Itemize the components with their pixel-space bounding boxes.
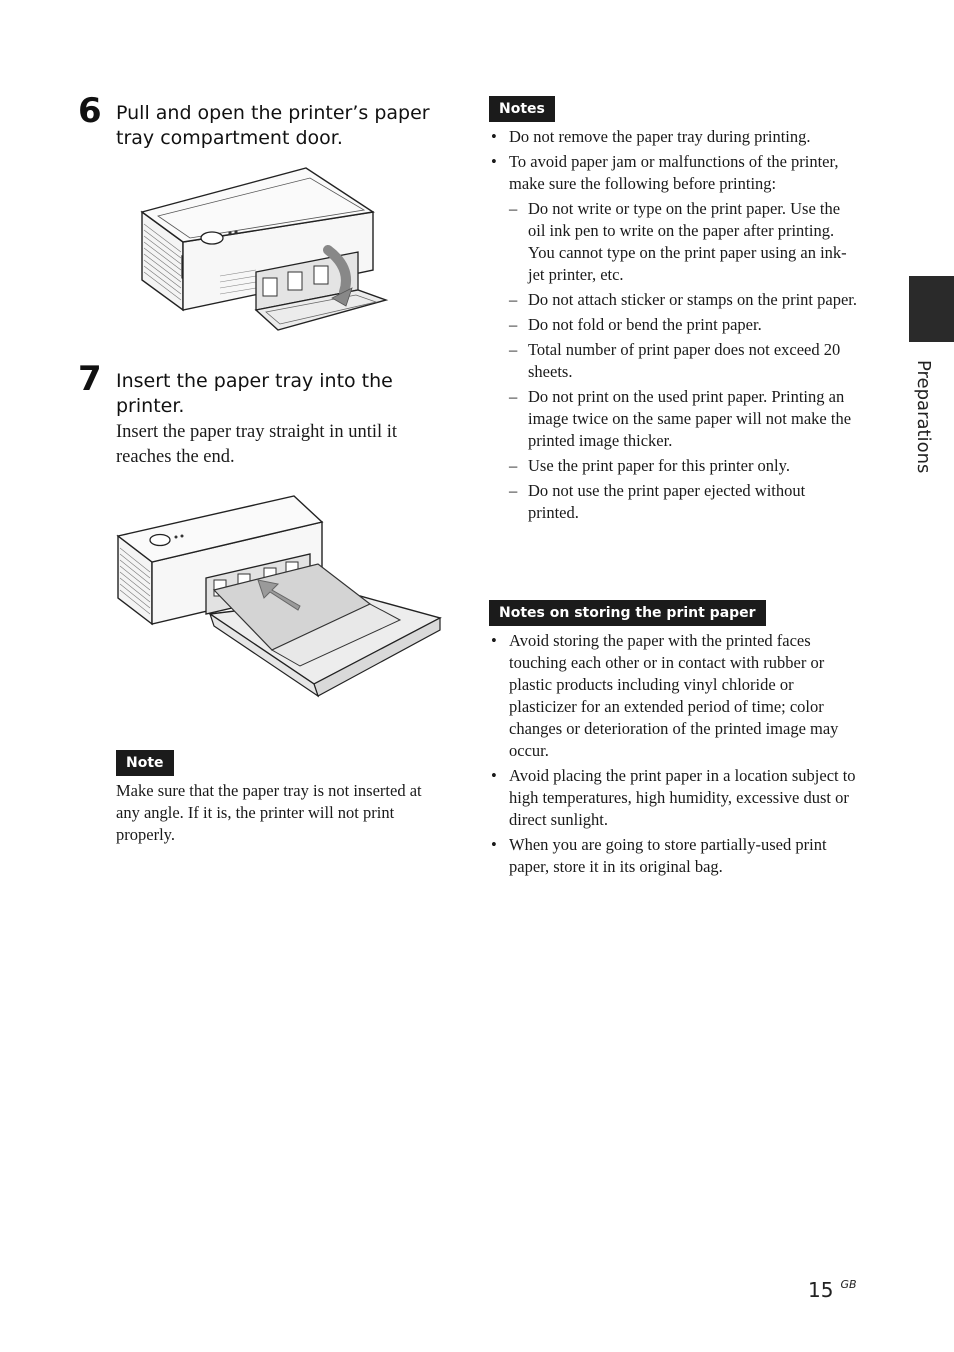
step-6-title: Pull and open the printer’s paper tray compartment door. (116, 102, 430, 149)
storing-label: Notes on storing the print paper (489, 600, 766, 626)
notes-label: Notes (489, 96, 555, 122)
dash-mark: – (509, 290, 518, 309)
dash-mark: – (509, 315, 518, 334)
list-item (509, 455, 857, 477)
list-item (509, 339, 857, 383)
printer-open-door-illustration (138, 160, 390, 340)
step-7-body: Insert the paper tray straight in until it reaches the end. (116, 422, 398, 467)
storing-list (489, 630, 857, 881)
list-item (489, 834, 857, 878)
step-7-title: Insert the paper tray into the printer. (116, 370, 393, 417)
section-tab-marker (909, 276, 954, 342)
storing-item-text: When you are going to store partially-used print paper, store it in its original bag. (509, 835, 827, 876)
printer-insert-tray-illustration (114, 492, 444, 700)
list-item (509, 198, 857, 286)
notes-list (489, 126, 857, 527)
notes-subitem-text: Do not attach sticker or stamps on the print paper. (528, 290, 858, 309)
dash-mark: – (509, 340, 518, 359)
step-7-number: 7 (78, 359, 102, 399)
dash-mark: – (509, 481, 518, 500)
page-number (808, 1278, 857, 1302)
notes-subitem-text: Do not print on the used print paper. Printing an image twice on the same paper will not make the printed image thicker. (528, 387, 852, 450)
notes-item-text: To avoid paper jam or malfunctions of the printer, make sure the following before printing: (509, 152, 839, 193)
bullet-mark: • (491, 127, 497, 146)
list-item (489, 151, 857, 524)
notes-item-text: Do not remove the paper tray during printing. (509, 127, 811, 146)
list-item (489, 630, 857, 762)
dash-mark: – (509, 456, 518, 475)
notes-subitem-text: Do not write or type on the print paper. Use the oil ink pen to write on the paper after printing. You cannot type on the print paper using an ink-jet printer, etc. (528, 199, 847, 284)
bullet-mark: • (491, 835, 497, 854)
bullet-mark: • (491, 152, 497, 171)
storing-item-text: Avoid storing the paper with the printed faces touching each other or in contact with rubber or plastic products including vinyl chloride or plasticizer for an extended period of time; color changes or deterioration of the printed image may occur. (509, 631, 839, 760)
page-number-value: 15 (808, 1278, 834, 1302)
list-item (509, 480, 857, 524)
notes-subitem-text: Use the print paper for this printer only. (528, 456, 790, 475)
step-6-number: 6 (78, 91, 102, 131)
list-item (509, 289, 857, 311)
bullet-mark: • (491, 631, 497, 650)
notes-sublist (509, 198, 857, 524)
notes-subitem-text: Do not use the print paper ejected without printed. (528, 481, 806, 522)
list-item (509, 314, 857, 336)
storing-item-text: Avoid placing the print paper in a location subject to high temperatures, high humidity, excessive dust or direct sunlight. (509, 766, 856, 829)
note-label: Note (116, 750, 174, 776)
notes-subitem-text: Do not fold or bend the print paper. (528, 315, 762, 334)
notes-subitem-text: Total number of print paper does not exceed 20 sheets. (528, 340, 841, 381)
list-item (509, 386, 857, 452)
list-item (489, 765, 857, 831)
dash-mark: – (509, 199, 518, 218)
note-text: Make sure that the paper tray is not inserted at any angle. If it is, the printer will not print properly. (116, 781, 422, 844)
list-item (489, 126, 857, 148)
page-region-code: GB (840, 1278, 857, 1291)
dash-mark: – (509, 387, 518, 406)
section-tab-label: Preparations (913, 360, 934, 474)
bullet-mark: • (491, 766, 497, 785)
